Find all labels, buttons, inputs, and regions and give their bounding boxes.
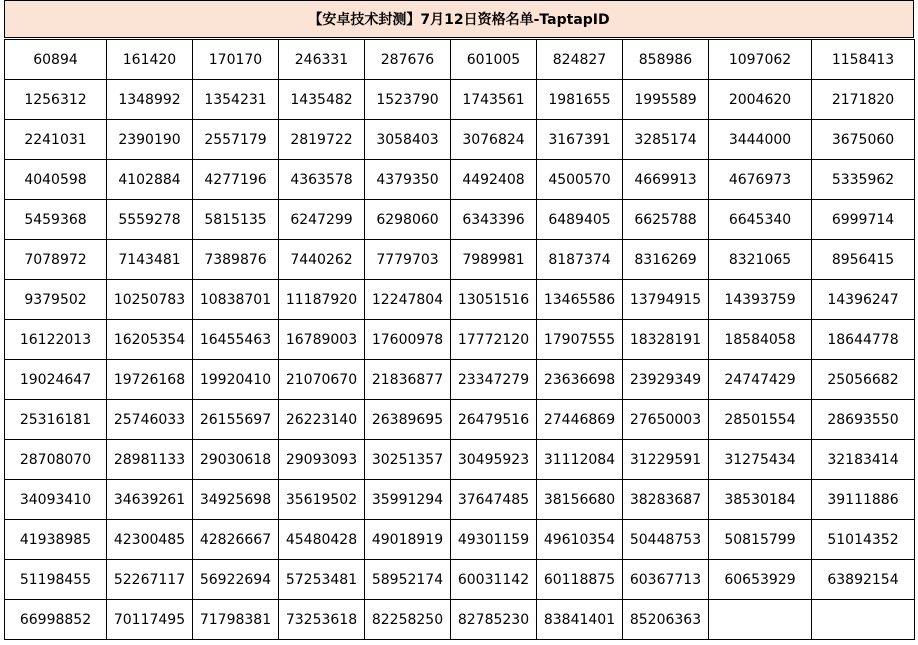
table-cell[interactable]: 1354231 bbox=[193, 80, 279, 120]
table-cell[interactable]: 83841401 bbox=[537, 600, 623, 640]
table-cell[interactable]: 8316269 bbox=[623, 240, 709, 280]
table-cell[interactable]: 2390190 bbox=[107, 120, 193, 160]
table-cell[interactable]: 5459368 bbox=[5, 200, 107, 240]
table-cell[interactable]: 26155697 bbox=[193, 400, 279, 440]
table-cell[interactable]: 7779703 bbox=[365, 240, 451, 280]
table-row bbox=[5, 120, 915, 160]
table-cell[interactable]: 13794915 bbox=[623, 280, 709, 320]
table-cell[interactable]: 25746033 bbox=[107, 400, 193, 440]
table-cell[interactable]: 3675060 bbox=[812, 120, 915, 160]
id-table bbox=[4, 39, 915, 640]
table-cell[interactable]: 2171820 bbox=[812, 80, 915, 120]
table-cell[interactable]: 16205354 bbox=[107, 320, 193, 360]
table-cell[interactable]: 21070670 bbox=[279, 360, 365, 400]
table-cell[interactable]: 19920410 bbox=[193, 360, 279, 400]
table-cell[interactable]: 28501554 bbox=[709, 400, 812, 440]
table-cell[interactable]: 63892154 bbox=[812, 560, 915, 600]
table-cell[interactable]: 1435482 bbox=[279, 80, 365, 120]
table-cell[interactable]: 57253481 bbox=[279, 560, 365, 600]
table-cell[interactable]: 13051516 bbox=[451, 280, 537, 320]
table-cell[interactable]: 14393759 bbox=[709, 280, 812, 320]
table-cell[interactable]: 28981133 bbox=[107, 440, 193, 480]
table-cell[interactable]: 26389695 bbox=[365, 400, 451, 440]
table-cell[interactable]: 161420 bbox=[107, 40, 193, 80]
table-cell[interactable]: 14396247 bbox=[812, 280, 915, 320]
table-cell[interactable]: 3285174 bbox=[623, 120, 709, 160]
table-cell[interactable]: 18584058 bbox=[709, 320, 812, 360]
table-row bbox=[5, 480, 915, 520]
table-row bbox=[5, 280, 915, 320]
table-cell[interactable]: 7440262 bbox=[279, 240, 365, 280]
table-cell[interactable]: 42826667 bbox=[193, 520, 279, 560]
table-row bbox=[5, 600, 915, 640]
table-cell[interactable]: 16122013 bbox=[5, 320, 107, 360]
table-cell[interactable]: 4492408 bbox=[451, 160, 537, 200]
table-cell[interactable]: 4277196 bbox=[193, 160, 279, 200]
table-cell[interactable]: 73253618 bbox=[279, 600, 365, 640]
table-cell[interactable]: 4363578 bbox=[279, 160, 365, 200]
table-cell[interactable]: 38530184 bbox=[709, 480, 812, 520]
table-cell[interactable]: 50815799 bbox=[709, 520, 812, 560]
table-cell[interactable]: 56922694 bbox=[193, 560, 279, 600]
table-row bbox=[5, 200, 915, 240]
table-cell[interactable]: 58952174 bbox=[365, 560, 451, 600]
table-cell[interactable]: 7143481 bbox=[107, 240, 193, 280]
table-cell[interactable]: 3076824 bbox=[451, 120, 537, 160]
table-cell[interactable]: 38283687 bbox=[623, 480, 709, 520]
table-cell[interactable]: 17907555 bbox=[537, 320, 623, 360]
table-cell[interactable]: 824827 bbox=[537, 40, 623, 80]
table-cell[interactable]: 26479516 bbox=[451, 400, 537, 440]
table-cell[interactable]: 10250783 bbox=[107, 280, 193, 320]
table-row bbox=[5, 440, 915, 480]
table-cell[interactable]: 29093093 bbox=[279, 440, 365, 480]
table-cell[interactable]: 24747429 bbox=[709, 360, 812, 400]
table-cell[interactable]: 2241031 bbox=[5, 120, 107, 160]
table-cell[interactable]: 25056682 bbox=[812, 360, 915, 400]
table-cell[interactable]: 82785230 bbox=[451, 600, 537, 640]
table-cell[interactable]: 11187920 bbox=[279, 280, 365, 320]
table-cell[interactable]: 82258250 bbox=[365, 600, 451, 640]
table-cell[interactable]: 287676 bbox=[365, 40, 451, 80]
table-cell[interactable]: 31112084 bbox=[537, 440, 623, 480]
table-cell[interactable]: 3167391 bbox=[537, 120, 623, 160]
table-cell[interactable]: 23347279 bbox=[451, 360, 537, 400]
table-cell[interactable] bbox=[812, 600, 915, 640]
table-cell[interactable]: 85206363 bbox=[623, 600, 709, 640]
table-cell[interactable]: 12247804 bbox=[365, 280, 451, 320]
table-row bbox=[5, 520, 915, 560]
table-cell[interactable]: 6625788 bbox=[623, 200, 709, 240]
table-cell[interactable]: 34925698 bbox=[193, 480, 279, 520]
table-row bbox=[5, 240, 915, 280]
table-cell[interactable]: 38156680 bbox=[537, 480, 623, 520]
table-cell[interactable]: 26223140 bbox=[279, 400, 365, 440]
table-cell[interactable]: 21836877 bbox=[365, 360, 451, 400]
table-cell[interactable]: 1097062 bbox=[709, 40, 812, 80]
table-cell[interactable]: 30251357 bbox=[365, 440, 451, 480]
table-cell[interactable]: 60367713 bbox=[623, 560, 709, 600]
table-cell[interactable]: 8321065 bbox=[709, 240, 812, 280]
table-cell[interactable]: 31229591 bbox=[623, 440, 709, 480]
table-cell[interactable]: 49301159 bbox=[451, 520, 537, 560]
table-cell[interactable]: 6247299 bbox=[279, 200, 365, 240]
table-cell[interactable]: 5815135 bbox=[193, 200, 279, 240]
table-cell[interactable]: 52267117 bbox=[107, 560, 193, 600]
table-cell[interactable]: 28708070 bbox=[5, 440, 107, 480]
table-row bbox=[5, 160, 915, 200]
table-cell[interactable]: 17600978 bbox=[365, 320, 451, 360]
table-row bbox=[5, 80, 915, 120]
table-cell[interactable]: 27650003 bbox=[623, 400, 709, 440]
table-cell[interactable]: 4040598 bbox=[5, 160, 107, 200]
table-cell[interactable]: 60653929 bbox=[709, 560, 812, 600]
table-cell[interactable]: 42300485 bbox=[107, 520, 193, 560]
sheet-title: 【安卓技术封测】7月12日资格名单-TaptapID bbox=[4, 0, 914, 38]
table-cell[interactable]: 6999714 bbox=[812, 200, 915, 240]
table-cell[interactable]: 60031142 bbox=[451, 560, 537, 600]
table-cell[interactable]: 41938985 bbox=[5, 520, 107, 560]
table-row bbox=[5, 560, 915, 600]
table-cell[interactable]: 23636698 bbox=[537, 360, 623, 400]
table-cell[interactable]: 32183414 bbox=[812, 440, 915, 480]
table-cell[interactable]: 4379350 bbox=[365, 160, 451, 200]
table-cell[interactable]: 7989981 bbox=[451, 240, 537, 280]
table-cell[interactable]: 8187374 bbox=[537, 240, 623, 280]
table-cell[interactable]: 18328191 bbox=[623, 320, 709, 360]
table-row bbox=[5, 40, 915, 80]
table-cell[interactable]: 6645340 bbox=[709, 200, 812, 240]
table-cell[interactable]: 31275434 bbox=[709, 440, 812, 480]
table-cell[interactable]: 37647485 bbox=[451, 480, 537, 520]
table-cell[interactable]: 51198455 bbox=[5, 560, 107, 600]
table-cell[interactable]: 7389876 bbox=[193, 240, 279, 280]
table-cell[interactable]: 4669913 bbox=[623, 160, 709, 200]
table-cell[interactable]: 50448753 bbox=[623, 520, 709, 560]
table-cell[interactable]: 27446869 bbox=[537, 400, 623, 440]
table-cell[interactable] bbox=[709, 600, 812, 640]
table-row bbox=[5, 320, 915, 360]
table-cell[interactable]: 45480428 bbox=[279, 520, 365, 560]
table-cell[interactable]: 19726168 bbox=[107, 360, 193, 400]
table-cell[interactable]: 2557179 bbox=[193, 120, 279, 160]
table-cell[interactable]: 29030618 bbox=[193, 440, 279, 480]
table-cell[interactable]: 246331 bbox=[279, 40, 365, 80]
table-cell[interactable]: 51014352 bbox=[812, 520, 915, 560]
table-cell[interactable]: 6298060 bbox=[365, 200, 451, 240]
table-body bbox=[5, 40, 915, 640]
table-cell[interactable]: 35991294 bbox=[365, 480, 451, 520]
table-cell[interactable]: 1158413 bbox=[812, 40, 915, 80]
table-cell[interactable]: 10838701 bbox=[193, 280, 279, 320]
table-cell[interactable]: 4676973 bbox=[709, 160, 812, 200]
table-cell[interactable]: 16455463 bbox=[193, 320, 279, 360]
table-cell[interactable]: 25316181 bbox=[5, 400, 107, 440]
table-cell[interactable]: 19024647 bbox=[5, 360, 107, 400]
table-cell[interactable]: 7078972 bbox=[5, 240, 107, 280]
table-cell[interactable]: 601005 bbox=[451, 40, 537, 80]
table-cell[interactable]: 35619502 bbox=[279, 480, 365, 520]
table-cell[interactable]: 858986 bbox=[623, 40, 709, 80]
table-cell[interactable]: 2004620 bbox=[709, 80, 812, 120]
table-cell[interactable]: 71798381 bbox=[193, 600, 279, 640]
table-cell[interactable]: 170170 bbox=[193, 40, 279, 80]
table-cell[interactable]: 1348992 bbox=[107, 80, 193, 120]
table-cell[interactable]: 2819722 bbox=[279, 120, 365, 160]
table-cell[interactable]: 4102884 bbox=[107, 160, 193, 200]
table-cell[interactable]: 3058403 bbox=[365, 120, 451, 160]
table-cell[interactable]: 6343396 bbox=[451, 200, 537, 240]
table-cell[interactable]: 49610354 bbox=[537, 520, 623, 560]
table-cell[interactable]: 49018919 bbox=[365, 520, 451, 560]
table-cell[interactable]: 30495923 bbox=[451, 440, 537, 480]
table-cell[interactable]: 1995589 bbox=[623, 80, 709, 120]
table-cell[interactable]: 16789003 bbox=[279, 320, 365, 360]
table-cell[interactable]: 5559278 bbox=[107, 200, 193, 240]
table-cell[interactable]: 3444000 bbox=[709, 120, 812, 160]
table-cell[interactable]: 1256312 bbox=[5, 80, 107, 120]
table-cell[interactable]: 4500570 bbox=[537, 160, 623, 200]
table-cell[interactable]: 9379502 bbox=[5, 280, 107, 320]
table-row bbox=[5, 360, 915, 400]
table-cell[interactable]: 8956415 bbox=[812, 240, 915, 280]
table-cell[interactable]: 1523790 bbox=[365, 80, 451, 120]
table-cell[interactable]: 60894 bbox=[5, 40, 107, 80]
table-cell[interactable]: 6489405 bbox=[537, 200, 623, 240]
table-cell[interactable]: 5335962 bbox=[812, 160, 915, 200]
table-cell[interactable]: 1981655 bbox=[537, 80, 623, 120]
table-cell[interactable]: 34093410 bbox=[5, 480, 107, 520]
table-cell[interactable]: 17772120 bbox=[451, 320, 537, 360]
table-cell[interactable]: 28693550 bbox=[812, 400, 915, 440]
table-cell[interactable]: 13465586 bbox=[537, 280, 623, 320]
table-cell[interactable]: 34639261 bbox=[107, 480, 193, 520]
table-cell[interactable]: 1743561 bbox=[451, 80, 537, 120]
table-cell[interactable]: 39111886 bbox=[812, 480, 915, 520]
table-cell[interactable]: 66998852 bbox=[5, 600, 107, 640]
table-cell[interactable]: 23929349 bbox=[623, 360, 709, 400]
table-cell[interactable]: 60118875 bbox=[537, 560, 623, 600]
table-row bbox=[5, 400, 915, 440]
table-cell[interactable]: 70117495 bbox=[107, 600, 193, 640]
table-cell[interactable]: 18644778 bbox=[812, 320, 915, 360]
